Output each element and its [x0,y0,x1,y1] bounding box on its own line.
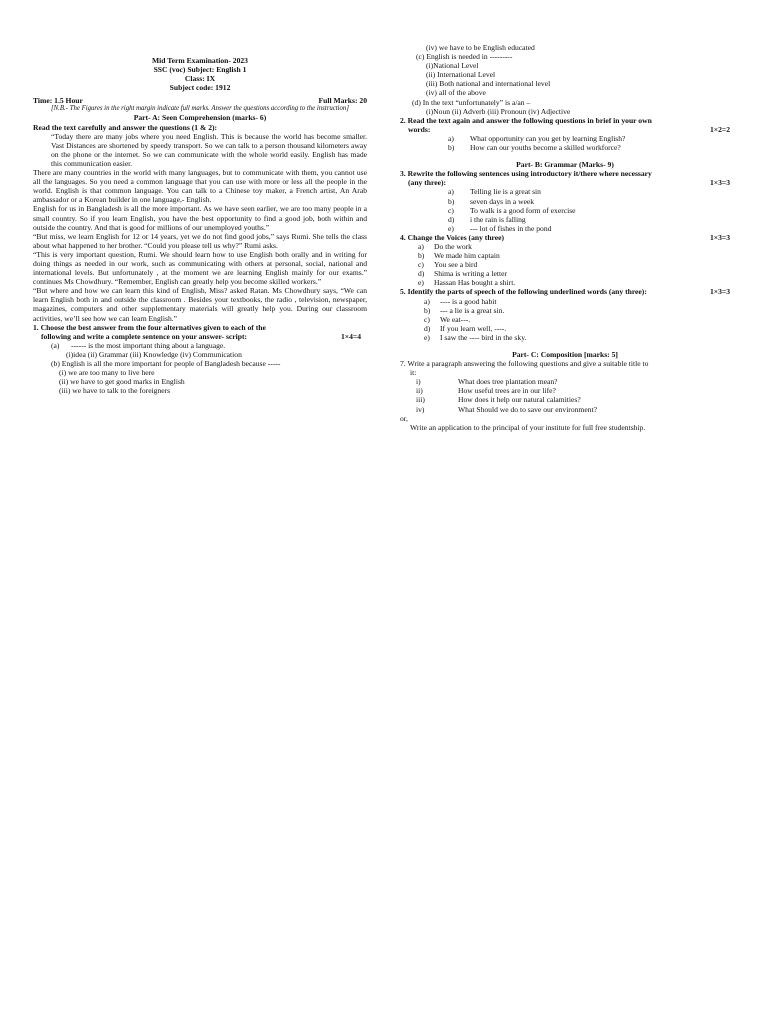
q3-line2-row [400,178,730,187]
q1-b-option: (i) we are too many to live here [59,368,155,378]
q1-b-option: (iii) we have to talk to the foreigners [59,386,171,396]
q4-item: e) Hassan Has bought a shirt. [418,278,516,288]
passage-paragraph: There are many countries in the world with many languages, but to communicate with them, you cannot use all the languages. So you need a common language that you can use with more or less all the people in the world. English is that common language. You can talk to a Chinese toy maker, a French artist, An Arab ambassador or a Korean builder in one language,- English. [33,168,367,205]
q1-a-text: ------ is the most important thing about a language. [71,340,226,350]
q2-item: a) What opportunity can you get by learning English? [448,133,626,143]
q5-item: e) I saw the ---- bird in the sky. [424,332,527,342]
q7-or: or, [400,413,408,423]
q4-marks: 1×3=3 [709,232,730,242]
q1-line2: following and write a complete sentence on your answer- script: [41,331,248,341]
q7-item: ii) How useful trees are in our life? [416,386,556,396]
q3-line2: (any three): [408,178,447,188]
part-a-title: Part- A: Seen Comprehension (marks- 6) [133,113,267,123]
q1-d-options: (i)Noun (ii) Adverb (iii) Pronoun (iv) Adjective [426,106,571,116]
q1-c-option: (ii) International Level [426,70,496,80]
q1-c-option: (iv) all of the above [426,88,486,98]
q2-line2-row [400,125,730,134]
q7-line2: it: [410,368,417,378]
left-column [33,56,367,395]
q5-item: d) If you learn well, ----. [424,323,507,333]
passage-paragraph: English for us in Bangladesh is all the more important. As we have seen earlier, we are too many people in a small country. So if you learn English, you have the best opportunity to find a good job, both within and outside the country. And that is good for millions of our unemployed youths.” [33,204,367,232]
q1-d-text: (d) In the text “unfortunately” is a/an – [412,97,531,107]
exam-title: Mid Term Examination- 2023 [152,56,248,65]
q4-item: d) Shima is writing a letter [418,269,507,279]
q3-marks: 1×3=3 [709,178,730,188]
q5-item: c) We eat---. [424,314,471,324]
q1-line2-row [33,332,367,341]
q7-items [400,377,730,413]
q1-a-key: (a) [51,340,60,350]
q7-item: i) What does tree plantation mean? [416,377,558,387]
q5-item: b) --- a lie is a great sin. [424,305,505,315]
q1-b-option: (iv) we have to be English educated [426,43,535,52]
passage-paragraph: “Today there are many jobs where you need English. This is because the world has become smaller. Vast Distances are shortened by speedy transport. So we can talk to a person thousand kilometers away on the phone or the internet. So we can communicate with the whole world easily. English has made this communication easier. [51,131,367,168]
q4-item: a) Do the work [418,241,472,251]
passage-paragraph: “But miss, we learn English for 12 or 14 years, yet we do not find good jobs,” says Rumi. She tells the class about what happened to her brother. “Could you please tell us why?” Rumi asks. [33,231,367,250]
q1-c-option: (iii) Both national and international level [426,79,551,89]
exam-time: Time: 1.5 Hour [33,96,83,106]
q3-items [400,187,730,232]
q4-item: b) We made him captain [418,251,500,261]
q3-item: d) i the rain is falling [448,214,526,224]
q7-item: iv) What Should we do to save our environment? [416,404,597,414]
q3-item: c) To walk is a good form of exercise [448,205,576,215]
passage-paragraph: “This is very important question, Rumi. We should learn how to use English both orally and in writing for doing things as needed in our work, such as communicating with others at personal, social, national and international levels. But unfortunately , at the moment we are learning English mainly for our exams.” continues Ms Chowdhury. “Remember, English can greatly help you become skilled workers.” [33,249,367,287]
q3-line1: 3. Rewrite the following sentences using introductory it/there where necessary [400,169,652,179]
q5-title-row [400,287,730,296]
q2-item: b) How can our youths become a skilled workforce? [448,143,621,153]
q3-item: b) seven days in a week [448,196,535,206]
q2-marks: 1×2=2 [709,124,730,134]
exam-note: [N.B.- The Figures in the right margin indicate full marks. Answer the questions according to the instruction] [51,105,349,113]
q1-a [33,341,367,350]
exam-subject-code: Subject code: 1912 [169,83,231,93]
q2-line1: 2. Read the text again and answer the following questions in brief in your own [400,115,652,125]
part-b-title: Part- B: Grammar (Marks- 9) [516,160,614,170]
q2-line2: words: [408,124,431,134]
q4-item: c) You see a bird [418,260,478,270]
exam-class: Class: IX [184,74,216,84]
q5-item: a) ---- is a good habit [424,296,497,306]
part-a-instruction: Read the text carefully and answer the questions (1 & 2): [33,122,218,132]
q4-items [400,242,730,287]
right-column [400,43,730,432]
q7-item: iii) How does it help our natural calamities? [416,395,581,405]
exam-subject: SSC (voc) Subject: English 1 [153,65,247,75]
part-c-title: Part- C: Composition [marks: 5] [512,350,618,359]
q7-line1: 7. Write a paragraph answering the following questions and give a suitable title to [400,359,649,369]
q1-c-text: (c) English is needed in --------- [416,52,513,62]
q1-b-text: (b) English is all the more important for people of Bangladesh because ----- [51,359,281,368]
q4-title-row [400,233,730,242]
q1-c-option: (i)National Level [426,61,479,71]
q1-b-option: (ii) we have to get good marks in English [59,377,185,387]
q5-title: 5. Identify the parts of speech of the following underlined words (any three): [400,287,647,297]
q3-item: a) Telling lie is a great sin [448,187,541,197]
q5-marks: 1×3=3 [709,287,730,297]
passage-paragraph: “But where and how we can learn this kind of English, Miss? asked Ratan. Ms Chowdhury says, “We can learn English both in and outside the classroom . Besides your textbooks, the radio , television, newspaper, magazines, computers and other supplementary materials will greatly help you. During our classroom activities, we’ll see how we can learn English.” [33,286,367,323]
q1-a-options: (i)idea (ii) Grammar (iii) Knowledge (iv) Communication [66,349,242,359]
q2-items [400,134,730,152]
q1-line1: 1. Choose the best answer from the four alternatives given to each of the [33,322,266,332]
q4-title: 4. Change the Voices (any three) [400,232,505,242]
exam-full-marks: Full Marks: 20 [318,96,367,106]
q5-items [400,297,730,342]
time-marks-row [33,96,367,105]
q1-marks: 1×4=4 [340,331,361,341]
q7-application: Write an application to the principal of your institute for full free studentship. [410,422,646,432]
q3-item: e) --- lot of fishes in the pond [448,223,552,233]
